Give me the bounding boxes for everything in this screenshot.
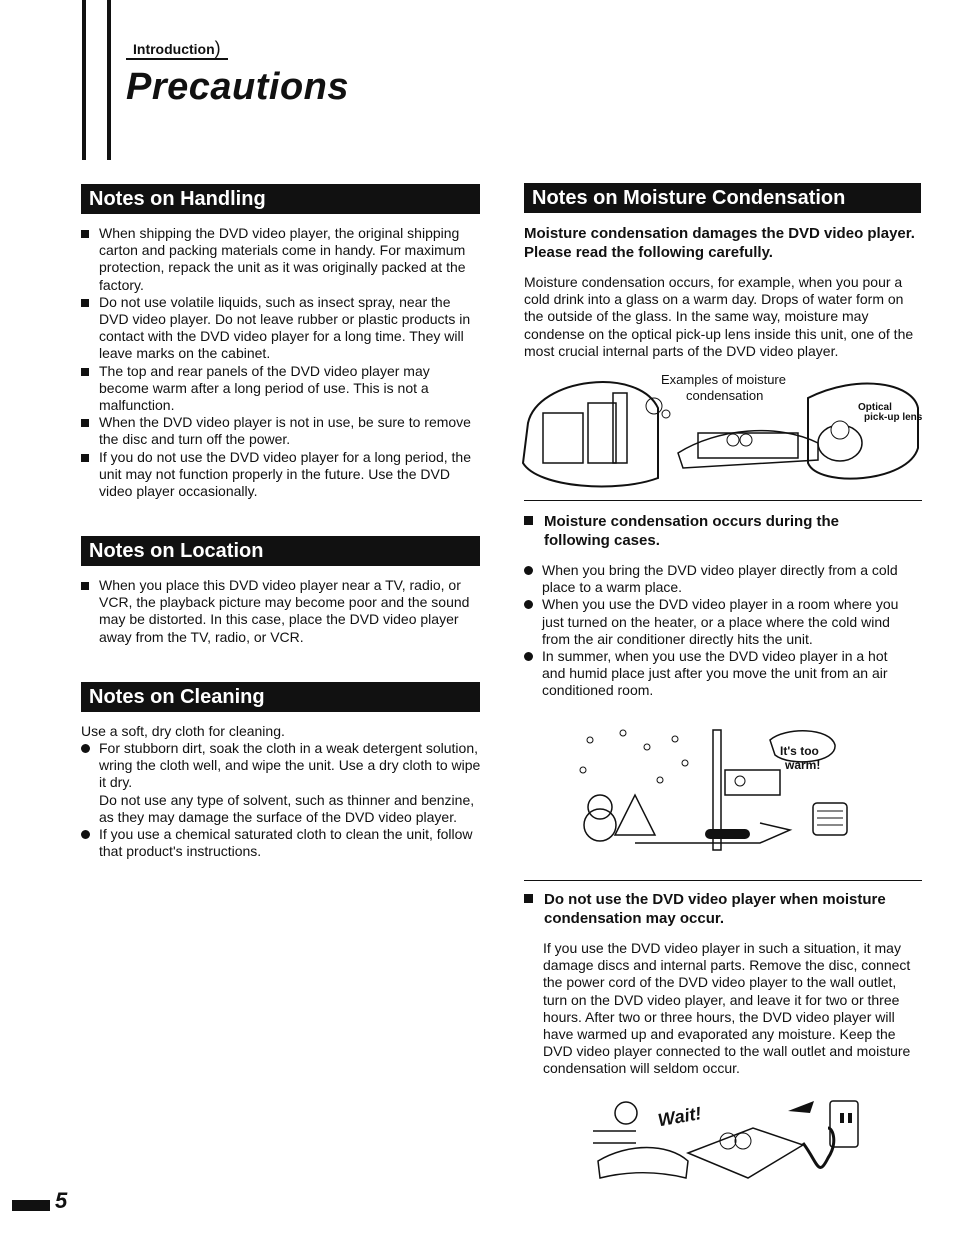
warning-heading: Do not use the DVD video player when moisture condensation may occur. <box>524 890 929 928</box>
too-warm-label-2: warm! <box>785 758 821 772</box>
page-number: 5 <box>55 1188 68 1213</box>
page-title: Precautions <box>126 66 350 108</box>
too-warm-label-1: It's too <box>780 744 819 758</box>
list-item: Do not use volatile liquids, such as insect spray, near the DVD video player. Do not leave rubber or plastic products in contact with the DVD video player for a long time. They will leave marks on the cabinet. <box>81 294 476 363</box>
section-label: Introduction) <box>133 38 221 58</box>
location-title: Notes on Location <box>81 536 480 566</box>
divider <box>524 880 922 881</box>
cases-heading: Moisture condensation occurs during the following cases. <box>524 512 894 550</box>
list-item: When you place this DVD video player near a TV, radio, or VCR, the playback picture may become poor and the sound may be distorted. In this case, place the DVD video player away from the TV, radio, or VCR. <box>81 577 476 646</box>
cleaning-title: Notes on Cleaning <box>81 682 480 712</box>
list-item: If you use a chemical saturated cloth to clean the unit, follow that product's instructions. <box>81 826 481 860</box>
handling-list <box>81 225 476 500</box>
cleaning-list <box>81 740 481 860</box>
header-bar-left <box>82 0 86 160</box>
examples-label-1: Examples of moisture <box>661 372 786 387</box>
list-item: When you bring the DVD video player directly from a cold place to a warm place. <box>524 562 902 596</box>
page-number-bar <box>12 1200 50 1211</box>
location-list <box>81 577 476 646</box>
warning-text: If you use the DVD video player in such a situation, it may damage discs and internal parts. Remove the disc, connect the power cord of the DVD video player to the wall outlet, turn on the DVD video player, and leave it for two or three hours. After two or three hours, the DVD video player will have warmed up and evaporated any moisture. Keep the DVD video player connected to the wall outlet and moisture condensation will seldom occur. <box>543 940 911 1077</box>
wait-label: Wait! <box>656 1103 703 1131</box>
list-item: When the DVD video player is not in use, be sure to remove the disc and turn off the power. <box>81 414 476 448</box>
cold-to-warm-illustration <box>575 725 870 857</box>
list-item: If you do not use the DVD video player for a long period, the unit may not function properly in the future. Use the DVD video player occasionally. <box>81 449 476 501</box>
cleaning-item-1: For stubborn dirt, soak the cloth in a weak detergent solution, wring the cloth well, and wipe the unit. Use a dry cloth to wipe it dry. <box>99 740 481 791</box>
condensation-examples-illustration <box>518 368 923 494</box>
list-item: The top and rear panels of the DVD video player may become warm after a long period of use. This is not a malfunction. <box>81 363 476 415</box>
list-item: When you use the DVD video player in a room where you just turned on the heater, or a place where the cold wind from the air conditioner directly hits the unit. <box>524 596 902 648</box>
wait-illustration <box>588 1083 863 1193</box>
section-label-underline <box>126 58 228 60</box>
moisture-intro: Moisture condensation occurs, for example, when you pour a cold drink into a glass on a warm day. Drops of water form on the outside of the glass. In the same way, moisture may condense on the optical pick-up lens inside this unit, one of the most crucial internal parts of the DVD video player. <box>524 274 914 359</box>
header-bar-right <box>107 0 111 160</box>
list-item: In summer, when you use the DVD video player in a hot and humid place just after you move the unit from an air conditioned room. <box>524 648 902 700</box>
handling-title: Notes on Handling <box>81 184 480 214</box>
cases-list <box>524 562 902 700</box>
list-item <box>81 740 481 826</box>
moisture-title: Notes on Moisture Condensation <box>524 183 921 213</box>
cleaning-intro: Use a soft, dry cloth for cleaning. <box>81 723 285 739</box>
moisture-lead: Moisture condensation damages the DVD video player. Please read the following carefully. <box>524 225 915 261</box>
list-item: When shipping the DVD video player, the original shipping carton and packing materials come in handy. For maximum protection, repack the unit as it was originally packed at the factory. <box>81 225 476 294</box>
divider <box>524 500 922 501</box>
cleaning-item-1b: Do not use any type of solvent, such as thinner and benzine, as they may damage the surface of the DVD video player. <box>99 791 475 825</box>
examples-label-2: condensation <box>686 388 764 403</box>
optical-label-1: Optical <box>858 402 892 413</box>
optical-label-2: pick-up lens <box>864 412 923 423</box>
section-label-text: Introduction <box>133 41 215 57</box>
